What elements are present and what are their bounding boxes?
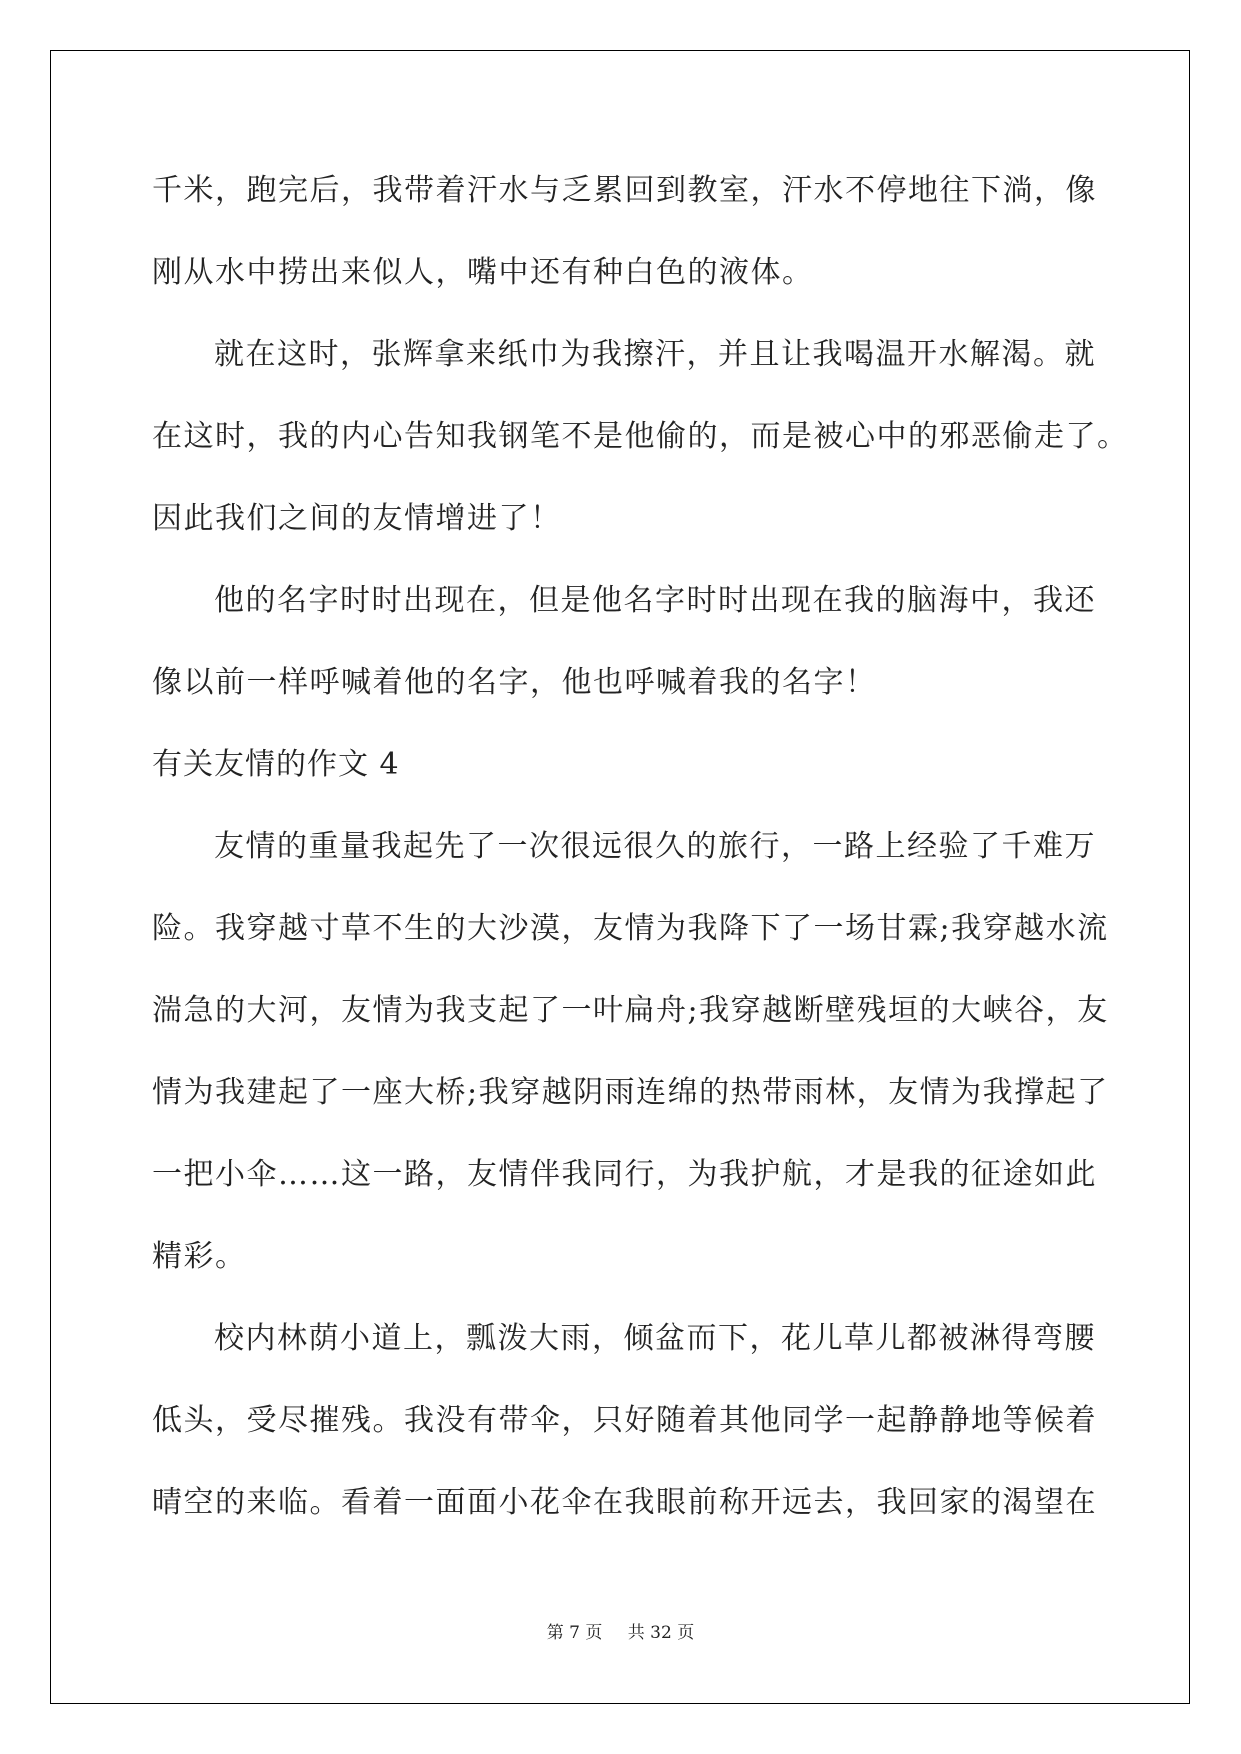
text-line: 在这时，我的内心告知我钢笔不是他偷的，而是被心中的邪恶偷走了。 [152, 419, 1129, 454]
page-number: 第 7 页 [546, 1623, 603, 1643]
text-line: 千米，跑完后，我带着汗水与乏累回到教室，汗水不停地往下淌，像 [152, 173, 1097, 208]
text-line: 友情的重量我起先了一次很远很久的旅行，一路上经验了千难万 [214, 829, 1096, 864]
text-line: 险。我穿越寸草不生的大沙漠，友情为我降下了一场甘霖;我穿越水流 [152, 911, 1109, 946]
page-footer [0, 1618, 1241, 1643]
text-line: 因此我们之间的友情增进了！ [152, 501, 562, 536]
section-heading: 有关友情的作文 4 [152, 747, 400, 782]
text-line: 情为我建起了一座大桥;我穿越阴雨连绵的热带雨林，友情为我撑起了 [152, 1075, 1109, 1110]
text-line: 晴空的来临。看着一面面小花伞在我眼前称开远去，我回家的渴望在 [152, 1485, 1097, 1520]
text-line: 一把小伞……这一路，友情伴我同行，为我护航，才是我的征途如此 [152, 1157, 1097, 1192]
paragraph [152, 150, 1097, 314]
paragraph [152, 806, 1109, 1298]
paragraph [152, 1298, 1097, 1544]
paragraph [152, 314, 1129, 560]
paragraph [152, 560, 1096, 724]
text-line: 刚从水中捞出来似人，嘴中还有种白色的液体。 [152, 255, 814, 290]
page-total: 共 32 页 [627, 1623, 695, 1643]
text-line: 他的名字时时出现在，但是他名字时时出现在我的脑海中，我还 [214, 583, 1096, 618]
document-body [152, 150, 1129, 1544]
text-line: 就在这时，张辉拿来纸巾为我擦汗，并且让我喝温开水解渴。就 [214, 337, 1096, 372]
text-line: 精彩。 [152, 1239, 247, 1274]
text-line: 校内林荫小道上，瓢泼大雨，倾盆而下，花儿草儿都被淋得弯腰 [214, 1321, 1096, 1356]
text-line: 像以前一样呼喊着他的名字，他也呼喊着我的名字！ [152, 665, 877, 700]
text-line: 湍急的大河，友情为我支起了一叶扁舟;我穿越断壁残垣的大峡谷，友 [152, 993, 1109, 1028]
text-line: 低头，受尽摧残。我没有带伞，只好随着其他同学一起静静地等候着 [152, 1403, 1097, 1438]
